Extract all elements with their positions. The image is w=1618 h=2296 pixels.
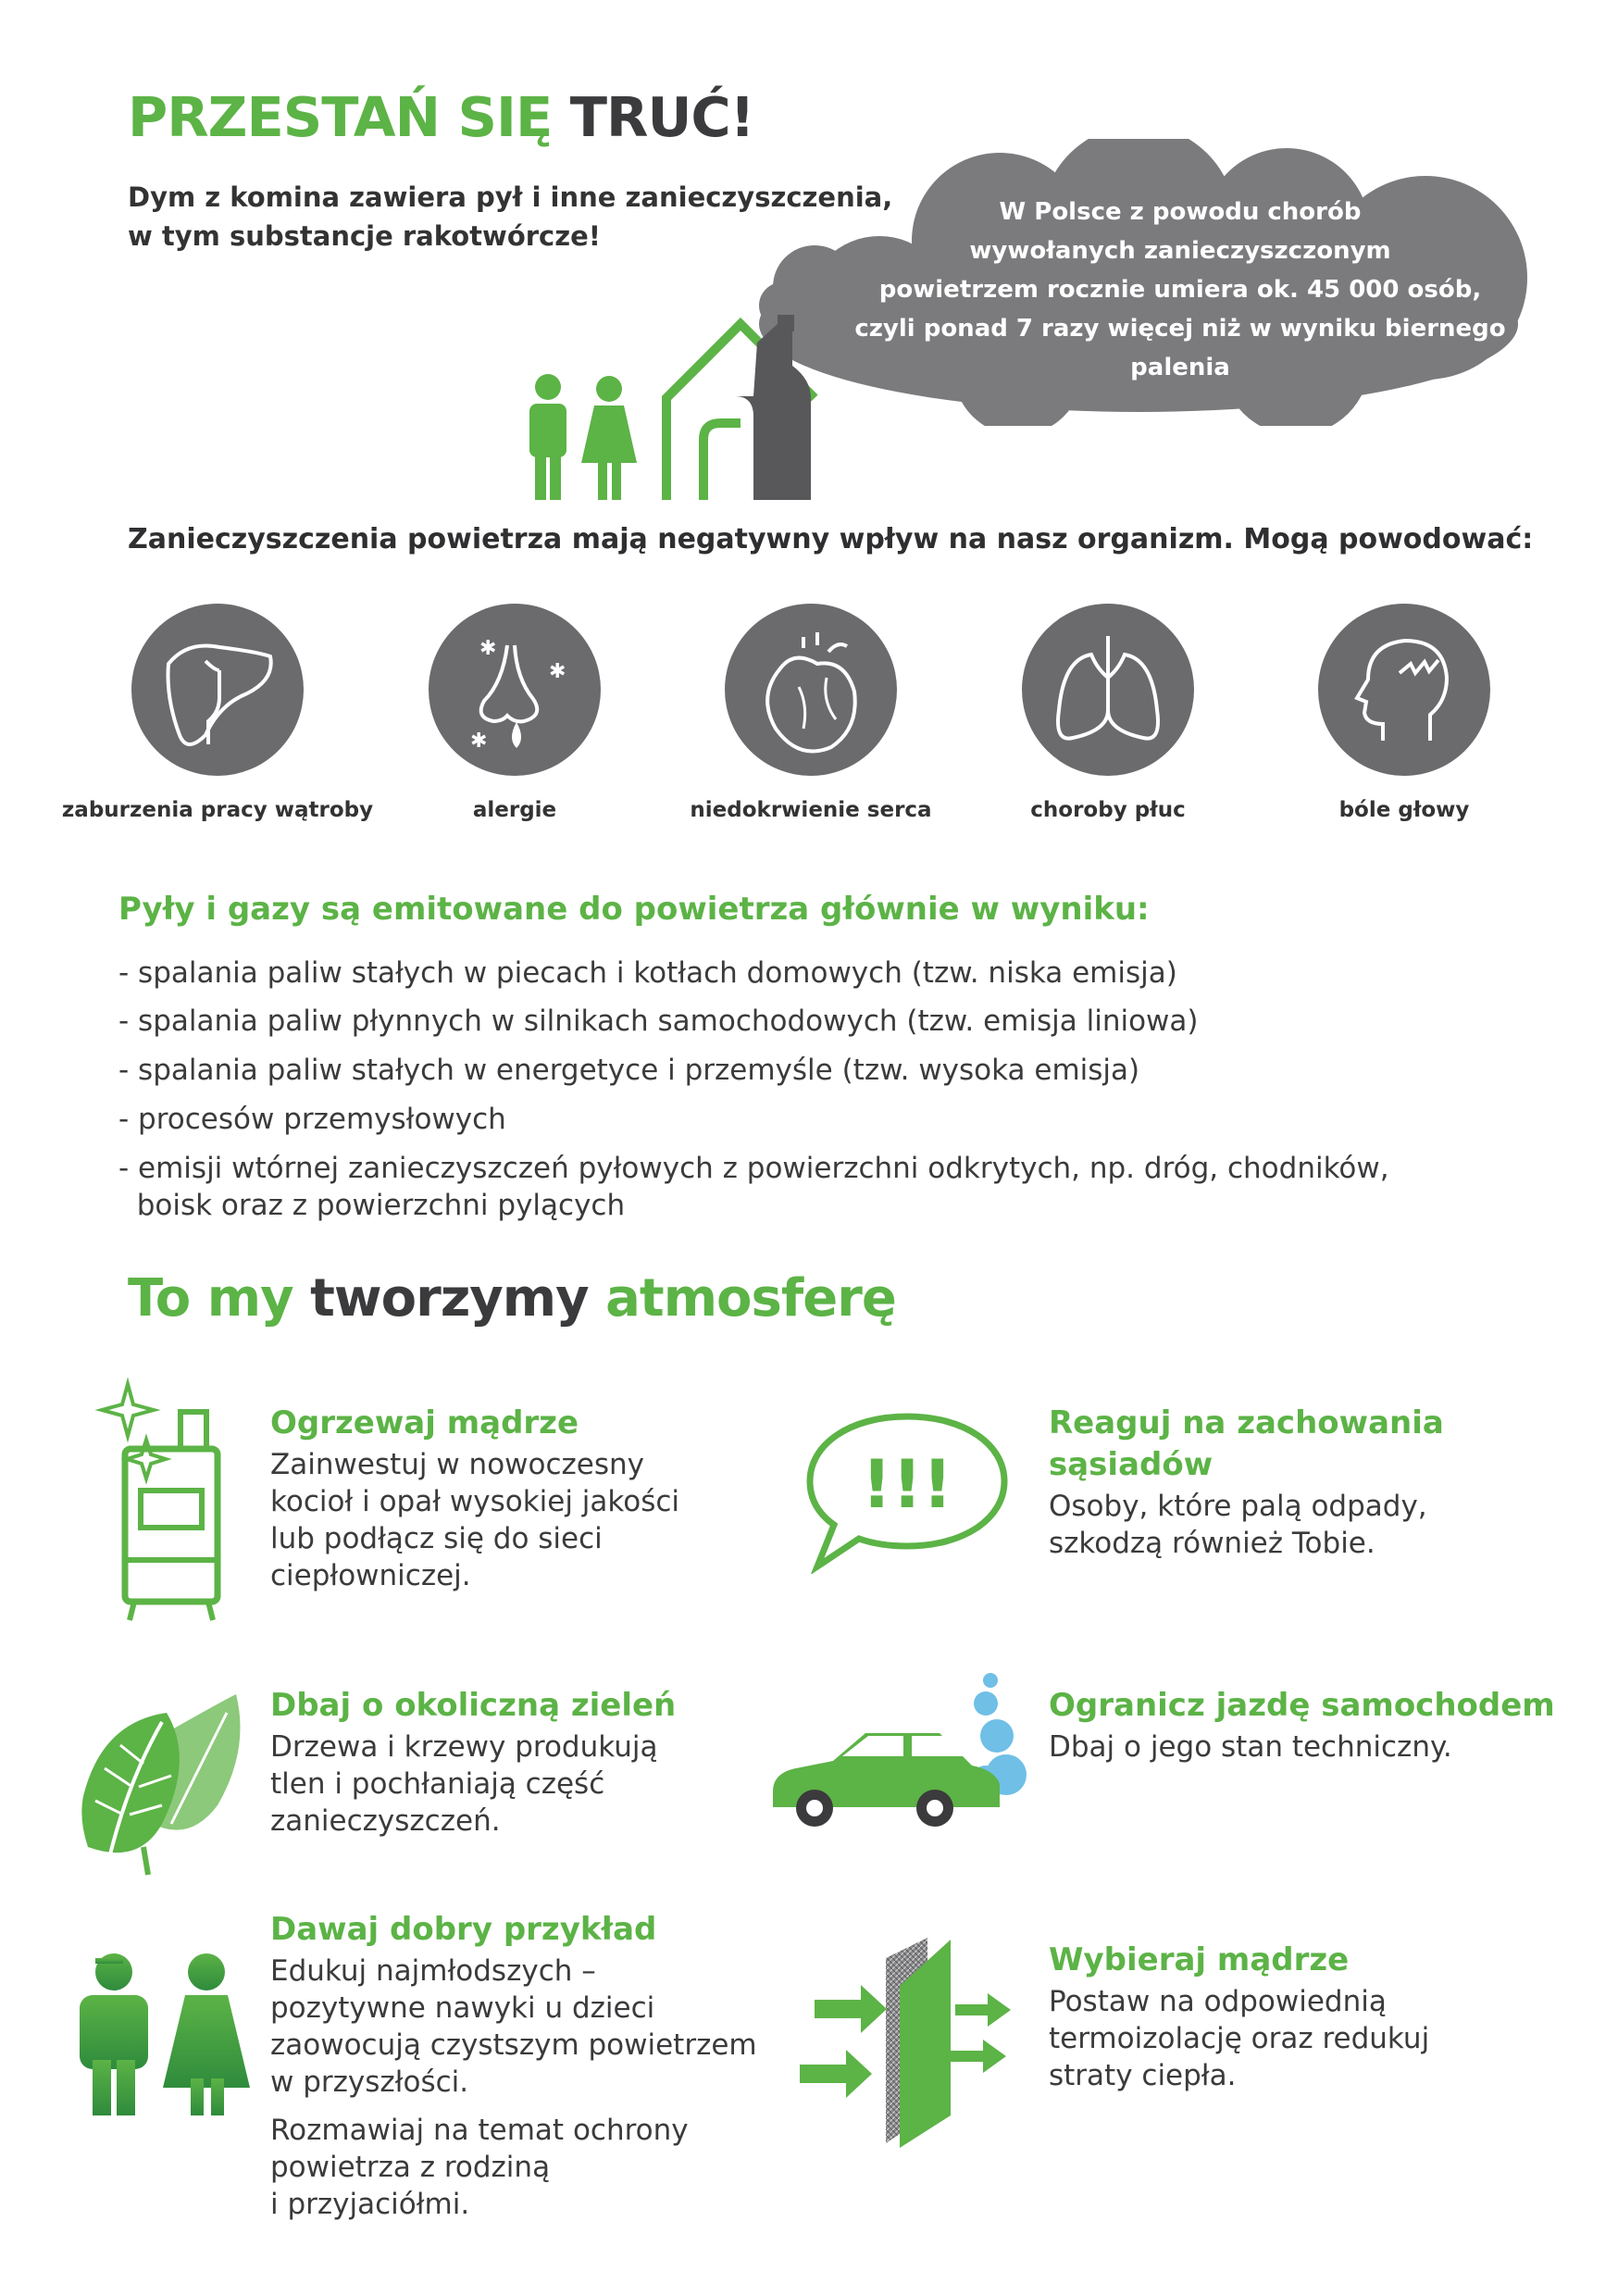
head-pain-icon — [1318, 604, 1490, 776]
liver-circle — [131, 604, 304, 776]
car-exhaust-icon — [764, 1671, 1032, 1852]
tip-line: zanieczyszczeń. — [270, 1804, 501, 1838]
head-circle — [1318, 604, 1490, 776]
cloud-line-4: czyli ponad 7 razy więcej niż w wyniku biernego palenia — [854, 315, 1506, 381]
intro-line-1: Dym z komina zawiera pył i inne zanieczyszczenia, — [128, 181, 893, 213]
emission-item: - spalania paliw stałych w piecach i kotłach domowych (tzw. niska emisja) — [118, 956, 1177, 990]
title-green-part: PRZESTAŃ SIĘ — [128, 85, 570, 149]
tip-line: Osoby, które palą odpady, — [1049, 1490, 1427, 1523]
tip-car-title: Ogranicz jazdę samochodem — [1049, 1687, 1555, 1724]
tip-insulation — [1049, 1940, 1604, 2094]
heart-icon — [725, 604, 897, 776]
tip-title-line: sąsiadów — [1049, 1446, 1214, 1483]
nose-circle — [429, 604, 601, 776]
title-dark-part: TRUĆ! — [569, 85, 754, 149]
tip-line: powietrza z rodziną — [270, 2151, 551, 2184]
tip-line: Edukuj najmłodszych – — [270, 1954, 596, 1988]
tip-greenery — [270, 1685, 789, 1840]
page-title — [128, 85, 754, 149]
atmosphere-heading — [128, 1268, 896, 1329]
disease-label-lungs: choroby płuc — [1030, 798, 1186, 822]
tip-neighbors — [1049, 1403, 1604, 1562]
svg-text:✱: ✱ — [470, 730, 488, 753]
tip-neighbors-title — [1049, 1403, 1604, 1486]
cloud-line-2: wywołanych zanieczyszczonym — [969, 237, 1391, 265]
family-house-icon — [518, 315, 852, 500]
lungs-circle — [1022, 604, 1194, 776]
tip-heating — [270, 1403, 789, 1594]
tip-example-title: Dawaj dobry przykład — [270, 1911, 657, 1948]
tip-line: ciepłowniczej. — [270, 1559, 471, 1592]
tip-line: kocioł i opał wysokiej jakości — [270, 1485, 680, 1518]
tip-line: tlen i pochłaniają część — [270, 1767, 605, 1801]
cloud-text — [815, 193, 1546, 387]
tip-line: pozytywne nawyki u dzieci — [270, 1991, 655, 2025]
organs-heading: Zanieczyszczenia powietrza mają negatywny wpływ na nasz organizm. Mogą powodować: — [128, 523, 1534, 555]
liver-icon — [131, 604, 304, 776]
tip-insulation-title: Wybieraj mądrze — [1049, 1941, 1350, 1978]
tip-line: Dbaj o jego stan techniczny. — [1049, 1730, 1452, 1764]
bubble-text: !!! — [861, 1445, 953, 1523]
tip-line: termoizolację oraz redukuj — [1049, 2022, 1430, 2055]
tip-line: i przyjaciółmi. — [270, 2188, 470, 2221]
emission-item: - procesów przemysłowych — [118, 1103, 506, 1136]
tip-example — [270, 1909, 789, 2223]
children-icon — [72, 1949, 257, 2115]
tip-car-body — [1049, 1728, 1604, 1766]
heart-circle — [725, 604, 897, 776]
leaves-icon — [79, 1685, 245, 1879]
tip-line: Drzewa i krzewy produkują — [270, 1730, 658, 1764]
atmo-part-3: atmosferę — [605, 1268, 896, 1329]
tip-car — [1049, 1685, 1604, 1766]
svg-text:✱: ✱ — [479, 637, 497, 660]
tip-example-body — [270, 1953, 789, 2101]
tip-line: w przyszłości. — [270, 2065, 469, 2099]
emission-heading: Pyły i gazy są emitowane do powietrza głównie w wyniku: — [118, 891, 1150, 928]
disease-label-liver: zaburzenia pracy wątroby — [61, 798, 374, 822]
lungs-icon — [1022, 604, 1194, 776]
tip-title-line: Reaguj na zachowania — [1049, 1404, 1444, 1441]
disease-label-headache: bóle głowy — [1338, 798, 1470, 822]
tip-line: zaowocują czystszym powietrzem — [270, 2028, 757, 2062]
insulation-arrows-icon — [798, 1930, 1020, 2152]
emission-item: - spalania paliw płynnych w silnikach samochodowych (tzw. emisja liniowa) — [118, 1004, 1199, 1038]
nose-allergy-icon — [429, 604, 601, 776]
tip-heating-body — [270, 1446, 789, 1594]
tip-heating-title: Ogrzewaj mądrze — [270, 1404, 579, 1441]
tip-neighbors-body — [1049, 1488, 1604, 1562]
emission-item: - emisji wtórnej zanieczyszczeń pyłowych z powierzchni odkrytych, np. dróg, chodników, — [118, 1152, 1389, 1185]
tip-line: lub podłącz się do sieci — [270, 1522, 603, 1555]
disease-label-allergy: alergie — [472, 798, 557, 822]
svg-text:✱: ✱ — [549, 660, 566, 683]
boiler-icon — [93, 1375, 231, 1625]
tip-line: szkodzą również Tobie. — [1049, 1527, 1375, 1560]
speech-bubble-alert-icon — [801, 1407, 1014, 1574]
cloud-line-3: powietrzem rocznie umiera ok. 45 000 osób, — [878, 276, 1482, 304]
tip-greenery-title: Dbaj o okoliczną zieleń — [270, 1687, 677, 1724]
tip-line: Zainwestuj w nowoczesny — [270, 1448, 645, 1481]
tip-greenery-body — [270, 1728, 789, 1840]
tip-line: Postaw na odpowiednią — [1049, 1985, 1387, 2018]
atmo-part-1: To my — [128, 1268, 311, 1329]
atmo-part-2: tworzymy — [310, 1268, 606, 1329]
tip-line: straty ciepła. — [1049, 2059, 1237, 2092]
tip-line: Rozmawiaj na temat ochrony — [270, 2114, 689, 2147]
emission-item: boisk oraz z powierzchni pylących — [118, 1189, 626, 1222]
tip-example-body-2 — [270, 2112, 789, 2223]
intro-line-2: w tym substancje rakotwórcze! — [128, 220, 602, 252]
disease-label-heart: niedokrwienie serca — [690, 798, 932, 822]
emission-item: - spalania paliw stałych w energetyce i przemyśle (tzw. wysoka emisja) — [118, 1054, 1140, 1087]
cloud-line-1: W Polsce z powodu chorób — [999, 198, 1362, 226]
tip-insulation-body — [1049, 1983, 1604, 2094]
